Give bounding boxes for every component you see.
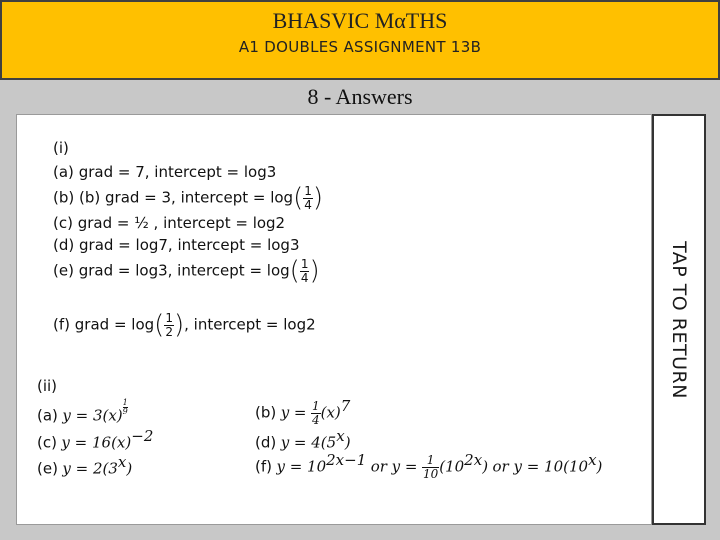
answer-i-a <box>53 163 276 181</box>
answer-label: (b) <box>255 403 277 422</box>
answer-text: , intercept = log2 <box>184 315 316 334</box>
fraction-denominator: 10 <box>422 466 439 481</box>
fraction <box>422 454 439 481</box>
fraction-denominator: 4 <box>300 270 309 285</box>
answer-i-b <box>53 183 323 213</box>
fraction-numerator: 1 <box>304 183 312 198</box>
equation: ) <box>344 433 351 452</box>
part-i-heading: (i) <box>53 139 69 157</box>
assignment-title: A1 DOUBLES ASSIGNMENT 13B <box>238 38 482 56</box>
header-banner <box>0 0 720 80</box>
equation: ) <box>482 457 489 476</box>
equation: ) <box>126 459 133 478</box>
equation: or y = <box>370 457 418 476</box>
equation: y = 3(x) <box>62 406 123 425</box>
equation: or y = 10(10 <box>492 457 589 476</box>
fraction <box>164 312 174 339</box>
fraction <box>303 185 313 212</box>
answer-ii-c <box>37 427 153 452</box>
answer-ii-f <box>255 451 602 481</box>
answer-label: (a) <box>53 163 74 181</box>
exponent: 2x <box>464 451 483 469</box>
answer-ii-d <box>255 427 351 452</box>
part-ii-heading: (ii) <box>37 377 58 395</box>
close-paren: ) <box>312 183 324 213</box>
answer-ii-b <box>255 397 350 427</box>
tap-to-return-label: TAP TO RETURN <box>668 240 690 399</box>
fraction-numerator: 1 <box>422 454 439 468</box>
fraction-numerator: 1 <box>311 398 320 413</box>
answer-label: (e) <box>37 459 58 478</box>
answer-label: (f) <box>53 315 70 334</box>
open-paren: ( <box>289 256 300 286</box>
answer-label: (d) <box>255 433 277 452</box>
answer-label: (b) <box>53 188 75 207</box>
answer-text: (b) grad = 3, intercept = log <box>79 188 294 207</box>
fraction-denominator: 2 <box>165 324 173 339</box>
open-paren: ( <box>293 183 304 213</box>
exponent: 2x−1 <box>326 451 367 469</box>
equation: (x) <box>320 403 341 422</box>
answer-text: grad = log <box>74 315 155 334</box>
tap-to-return-button[interactable] <box>652 114 706 525</box>
answer-i-e <box>53 256 320 286</box>
equation: y = 2(3 <box>62 459 118 478</box>
answer-label: (c) <box>37 433 57 452</box>
answer-label: (c) <box>53 214 73 232</box>
equation: ) <box>596 457 603 476</box>
exponent-denominator: 9 <box>122 407 128 416</box>
answer-label: (a) <box>37 406 58 425</box>
exponent: x <box>336 427 345 445</box>
close-paren: ) <box>309 256 320 286</box>
answer-text: grad = ½ , intercept = log2 <box>77 214 286 232</box>
answer-i-f <box>53 310 316 340</box>
equation: y = 16(x) <box>61 433 132 452</box>
exponent: x <box>588 451 597 469</box>
answer-panel <box>16 114 652 525</box>
slide-title: 8 - Answers <box>307 84 413 109</box>
exponent: 7 <box>340 397 351 415</box>
exponent: −2 <box>131 427 154 445</box>
exponent-numerator: 1 <box>122 398 128 407</box>
fraction-numerator: 1 <box>165 310 173 325</box>
answer-label: (f) <box>255 457 272 476</box>
exponent: x <box>117 453 127 471</box>
answer-text: grad = log3, intercept = log <box>78 261 290 280</box>
answer-ii-e <box>37 453 132 478</box>
answer-text: grad = log7, intercept = log3 <box>79 236 300 254</box>
fraction-numerator: 1 <box>300 256 309 271</box>
equation: y = 4(5 <box>280 433 337 452</box>
answer-i-d <box>53 236 299 254</box>
open-paren: ( <box>154 310 165 340</box>
answer-label: (e) <box>53 261 74 280</box>
exponent-fraction <box>123 399 128 416</box>
equation: y = <box>280 403 307 422</box>
fraction-denominator: 4 <box>304 197 312 212</box>
fraction <box>300 258 310 285</box>
answer-i-c <box>53 214 285 232</box>
equation: (10 <box>439 457 465 476</box>
fraction <box>311 400 321 427</box>
answer-label: (d) <box>53 236 75 254</box>
fraction-denominator: 4 <box>311 412 320 427</box>
close-paren: ) <box>173 310 185 340</box>
answer-ii-a <box>37 399 128 425</box>
equation: y = 10 <box>276 457 327 476</box>
school-name: BHASVIC MαTHS <box>272 8 448 33</box>
answer-text: grad = 7, intercept = log3 <box>78 163 277 181</box>
